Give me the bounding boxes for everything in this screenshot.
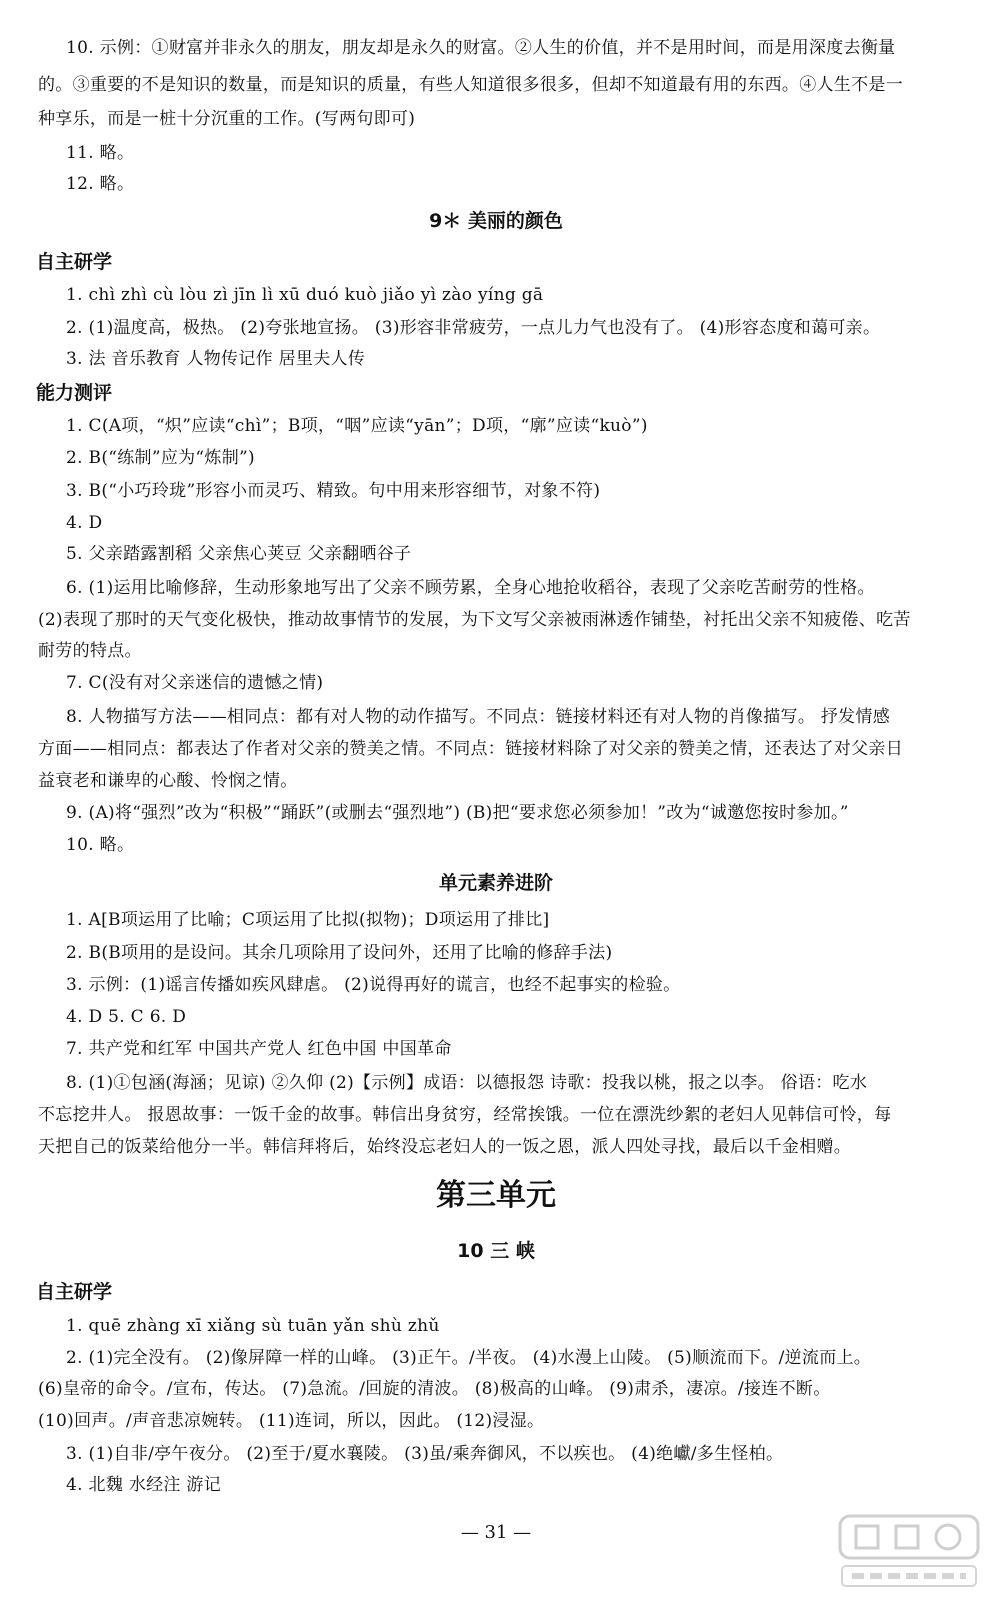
unit-title: 第三单元 [436, 1178, 556, 1213]
answer-line: 3. 法 音乐教育 人物传记作 居里夫人传 [66, 349, 366, 369]
answer-line: 耐劳的特点。 [38, 641, 142, 661]
answer-line: 种享乐，而是一桩十分沉重的工作。(写两句即可) [38, 109, 416, 129]
answer-line: 2. (1)温度高，极热。 (2)夸张地宣扬。 (3)形容非常疲劳，一点儿力气也没有了。 (4)形容态度和蔼可亲。 [66, 318, 881, 338]
section-title: 单元素养进阶 [438, 872, 553, 894]
answer-line: 2. B(B项用的是设问。其余几项除用了设问外，还用了比喻的修辞手法) [66, 943, 613, 963]
answer-line: 2. (1)完全没有。 (2)像屏障一样的山峰。 (3)正午。/半夜。 (4)水漫上山陵。 (5)顺流而下。/逆流而上。 [66, 1348, 872, 1368]
answer-line: 1. quē zhàng xī xiǎng sù tuān yǎn shù zhǔ [66, 1316, 440, 1336]
page-number: — 31 — [460, 1522, 532, 1543]
answer-line: 10. 示例：①财富并非永久的朋友，朋友却是永久的财富。②人生的价值，并不是用时间，而是用深度去衡量 [66, 38, 896, 58]
answer-line: 1. C(A项，“炽”应读“chì”；B项，“咽”应读“yān”；D项，“廓”应读“kuò”) [66, 416, 648, 436]
answer-line: (10)回声。/声音悲凉婉转。 (11)连词，所以，因此。 (12)浸湿。 [38, 1411, 545, 1431]
lesson-title: 10 三 峡 [457, 1240, 535, 1262]
answer-line: 1. chì zhì cù lòu zì jīn lì xū duó kuò jiǎo yì zào yíng gā [66, 285, 544, 305]
answer-line: 3. (1)自非/亭午夜分。 (2)至于/夏水襄陵。 (3)虽/乘奔御风，不以疾也。 (4)绝巘/多生怪柏。 [66, 1444, 784, 1464]
watermark-logo [834, 1512, 984, 1592]
answer-line: 6. (1)运用比喻修辞，生动形象地写出了父亲不顾劳累，全身心地抢收稻谷，表现了父亲吃苦耐劳的性格。 [66, 578, 875, 598]
answer-line: 10. 略。 [66, 835, 135, 855]
section-heading: 自主研学 [36, 1281, 113, 1303]
answer-line: 3. 示例：(1)谣言传播如疾风肆虐。 (2)说得再好的谎言，也经不起事实的检验。 [66, 975, 681, 995]
answer-line: 5. 父亲踏露割稻 父亲焦心荚豆 父亲翻晒谷子 [66, 544, 412, 564]
answer-line: 天把自己的饭菜给他分一半。韩信拜将后，始终没忘老妇人的一饭之恩，派人四处寻找，最后以千金相赠。 [38, 1137, 852, 1157]
answer-line: 8. (1)①包涵(海涵；见谅) ②久仰 (2)【示例】成语：以德报怨 诗歌：投我以桃，报之以李。 俗语：吃水 [66, 1073, 868, 1093]
section-heading: 能力测评 [36, 382, 113, 404]
answer-line: 11. 略。 [66, 143, 135, 163]
answer-line: 4. 北魏 水经注 游记 [66, 1475, 222, 1495]
answer-line: 不忘挖井人。 报恩故事：一饭千金的故事。韩信出身贫穷，经常挨饿。一位在漂洗纱絮的老妇人见韩信可怜，每 [38, 1105, 892, 1125]
answer-line: 7. C(没有对父亲迷信的遗憾之情) [66, 673, 324, 693]
answer-line: 8. 人物描写方法——相同点：都有对人物的动作描写。不同点：链接材料还有对人物的肖像描写。 抒发情感 [66, 707, 891, 727]
answer-line: 9. (A)将“强烈”改为“积极”“踊跃”(或删去“强烈地”) (B)把“要求您必须参加！”改为“诚邀您按时参加。” [66, 803, 849, 823]
lesson-title: 9＊ 美丽的颜色 [429, 210, 563, 232]
section-heading: 自主研学 [36, 251, 113, 273]
answer-line: 7. 共产党和红军 中国共产党人 红色中国 中国革命 [66, 1039, 452, 1059]
answer-line: (6)皇帝的命令。/宣布，传达。 (7)急流。/回旋的清波。 (8)极高的山峰。 (9)肃杀，凄凉。/接连不断。 [38, 1379, 831, 1399]
answer-line: 4. D 5. C 6. D [66, 1007, 187, 1027]
answer-line: 益衰老和谦卑的心酸、怜悯之情。 [38, 771, 298, 791]
answer-line: 2. B(“练制”应为“炼制”) [66, 448, 255, 468]
answer-line: 12. 略。 [66, 174, 135, 194]
answer-line: 1. A[B项运用了比喻；C项运用了比拟(拟物)；D项运用了排比] [66, 910, 550, 930]
answer-line: 3. B(“小巧玲珑”形容小而灵巧、精致。句中用来形容细节，对象不符) [66, 481, 601, 501]
answer-line: 的。③重要的不是知识的数量，而是知识的质量，有些人知道很多很多，但却不知道最有用的东西。④人生不是一 [38, 75, 903, 95]
answer-line: (2)表现了那时的天气变化极快，推动故事情节的发展，为下文写父亲被雨淋透作铺垫，衬托出父亲不知疲倦、吃苦 [38, 610, 911, 630]
answer-line: 方面——相同点：都表达了作者对父亲的赞美之情。不同点：链接材料除了对父亲的赞美之情，还表达了对父亲日 [38, 739, 903, 759]
answer-line: 4. D [66, 513, 103, 533]
